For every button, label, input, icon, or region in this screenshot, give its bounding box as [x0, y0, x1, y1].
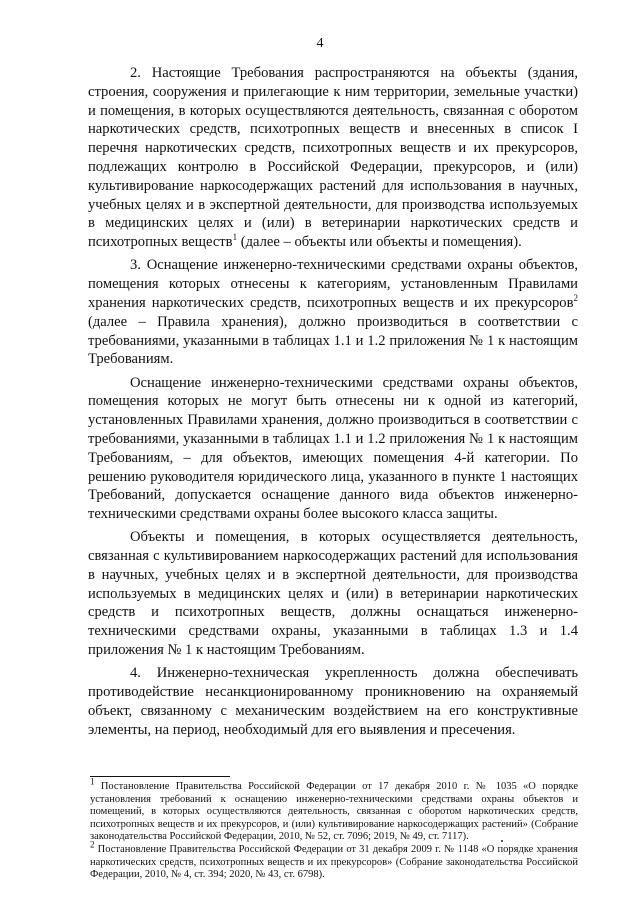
paragraph-3-cont-1-text: Оснащение инженерно-техническими средствами охраны объектов, помещения которых не могут быть отнесены ни к одной из категорий, установленных Правилами хранения, должно производиться в соответствии с требованиями, указанными в таблицах 1.1 и 1.2 приложения № 1 к настоящим Требованиям, – для объектов, имеющих помещения 4-й категории. По решению руководителя юридического лица, указанного в пункте 1 настоящих Требований, допускается оснащение данного вида объектов инженерно-техническими средствами охраны более высокого класса защиты. — [88, 374, 578, 523]
footnote-divider — [90, 776, 230, 777]
footnote-ref-2: 2 — [573, 293, 578, 304]
footnote-1-text: Постановление Правительства Российской Федерации от 17 декабря 2010 г. № 1035 «О порядке установления требований к оснащению инженерно-техническими средствами охраны объектов и помещений, в которых осуществляются деятельность, связанная с оборотом наркотических средств, психотропных веществ и их прекурсоров, и (или) культивирование наркосодержащих растений» (Собрание законодательства Российской Федерации, 2010, № 52, ст. 7096; 2019, № 49, ст. 7117). — [90, 781, 578, 843]
page-number: 4 — [316, 36, 324, 51]
paragraph-3 — [88, 256, 578, 369]
scan-speck — [501, 840, 503, 842]
footnotes — [90, 776, 578, 882]
paragraph-3-text: 3. Оснащение инженерно-техническими средствами охраны объектов, помещения которых отнесены к категориям, установленным Правилами хранения наркотических средств, психотропных веществ и их прекурсоров — [88, 257, 578, 311]
paragraph-3-cont-2-text: Объекты и помещения, в которых осуществляется деятельность, связанная с культивированием наркосодержащих растений для использования в научных, учебных целях и в экспертной деятельности, для производства используемых в медицинских целях и (или) в ветеринарии наркотических средств и психотропных веществ, должны оснащаться инженерно-техническими средствами охраны, указанными в таблицах 1.3 и 1.4 приложения № 1 к настоящим Требованиям. — [88, 529, 578, 659]
paragraph-3-tail: (далее – Правила хранения), должно производиться в соответствии с требованиями, указанными в таблицах 1.1 и 1.2 приложения № 1 к настоящим Требованиям. — [88, 313, 578, 368]
footnote-1 — [90, 776, 578, 844]
body-text — [88, 64, 578, 744]
footnote-mark-2: 2 — [90, 839, 95, 850]
footnote-mark-1: 1 — [90, 776, 95, 787]
paragraph-2-tail: (далее – объекты или объекты и помещения). — [237, 234, 522, 251]
footnote-2 — [90, 839, 578, 882]
footnote-ref-1: 1 — [232, 232, 238, 243]
paragraph-2 — [88, 64, 578, 252]
paragraph-2-text: 2. Настоящие Требования распространяются на объекты (здания, строения, сооружения и прилегающие к ним территории, земельные участки) и помещения, в которых осуществляются деятельность, связанная с оборотом наркотических средств, психотропных веществ и внесенных в список I перечня наркотических средств, психотропных веществ и их прекурсоров, подлежащих контролю в Российской Федерации, прекурсоров, и (или) культивирование наркосодержащих растений для использования в научных, учебных целях и в экспертной деятельности, для производства используемых в медицинских целях и (или) в ветеринарии наркотических средств и психотропных веществ — [88, 65, 578, 251]
footnote-2-text: Постановление Правительства Российской Федерации от 31 декабря 2009 г. № 1148 «О порядке хранения наркотических средств, психотропных веществ и их прекурсоров» (Собрание законодательства Российской Федерации, 2010, № 4, ст. 394; 2020, № 43, ст. 6798). — [90, 843, 578, 881]
paragraph-4-text: 4. Инженерно-техническая укрепленность должна обеспечивать противодействие несанкционированному проникновению на охраняемый объект, связанному с механическим воздействием на его конструктивные элементы, на период, необходимый для его выявления и пресечения. — [88, 665, 578, 738]
paragraph-4 — [88, 664, 578, 739]
paragraph-3-cont-2 — [88, 528, 578, 660]
paragraph-3-cont-1 — [88, 374, 578, 524]
